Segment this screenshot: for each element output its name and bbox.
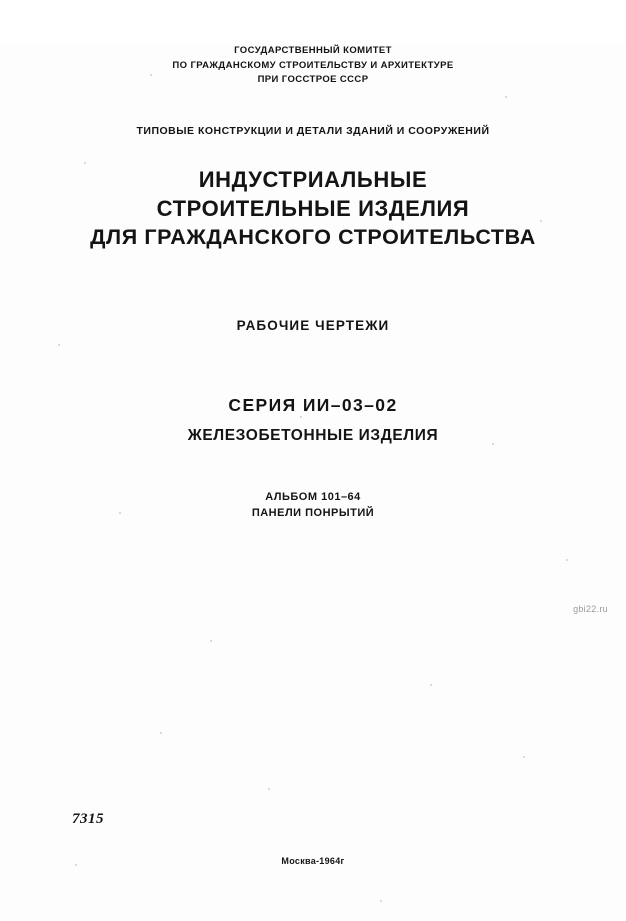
page-title-line-1: ИНДУСТРИАЛЬНЫЕ — [198, 166, 428, 192]
authority-line-3: ПРИ ГОССТРОЕ СССР — [257, 74, 369, 85]
scan-speckle — [380, 900, 382, 902]
authority-line-2: ПО ГРАЖДАНСКОМУ СТРОИТЕЛЬСТВУ И АРХИТЕКТУРЕ — [172, 59, 454, 71]
page-title-line-2: СТРОИТЕЛЬНЫЕ ИЗДЕЛИЯ — [156, 195, 470, 221]
scan-speckle — [210, 640, 212, 642]
watermark: gbi22.ru — [573, 604, 608, 614]
album-name: ПАНЕЛИ ПОНРЫТИЙ — [251, 506, 375, 519]
title-page-content — [0, 44, 626, 521]
document-page — [0, 44, 626, 921]
scan-speckle — [566, 559, 568, 561]
scan-speckle — [268, 788, 270, 790]
working-drawings-label: РАБОЧИЕ ЧЕРТЕЖИ — [236, 317, 390, 333]
scan-speckle — [523, 756, 525, 758]
document-number: 7315 — [72, 811, 104, 827]
series-subtitle: ТИПОВЫЕ КОНСТРУКЦИИ И ДЕТАЛИ ЗДАНИЙ И СООРУЖЕНИЙ — [136, 124, 490, 137]
scan-speckle — [160, 732, 162, 734]
page-title-line-3: ДЛЯ ГРАЖДАНСКОГО СТРОИТЕЛЬСТВА — [90, 224, 536, 249]
album-info — [0, 489, 626, 521]
authority-line-1: ГОСУДАРСТВЕННЫЙ КОМИТЕТ — [234, 45, 392, 56]
city-year: Москва-1964г — [281, 856, 345, 866]
issuing-authority — [0, 44, 626, 88]
series-kind: ЖЕЛЕЗОБЕТОННЫЕ ИЗДЕЛИЯ — [187, 426, 439, 444]
series-code: СЕРИЯ ИИ–03–02 — [228, 394, 398, 415]
scan-speckle — [430, 684, 432, 686]
album-number: АЛЬБОМ 101–64 — [265, 490, 361, 503]
page-title — [0, 165, 626, 252]
